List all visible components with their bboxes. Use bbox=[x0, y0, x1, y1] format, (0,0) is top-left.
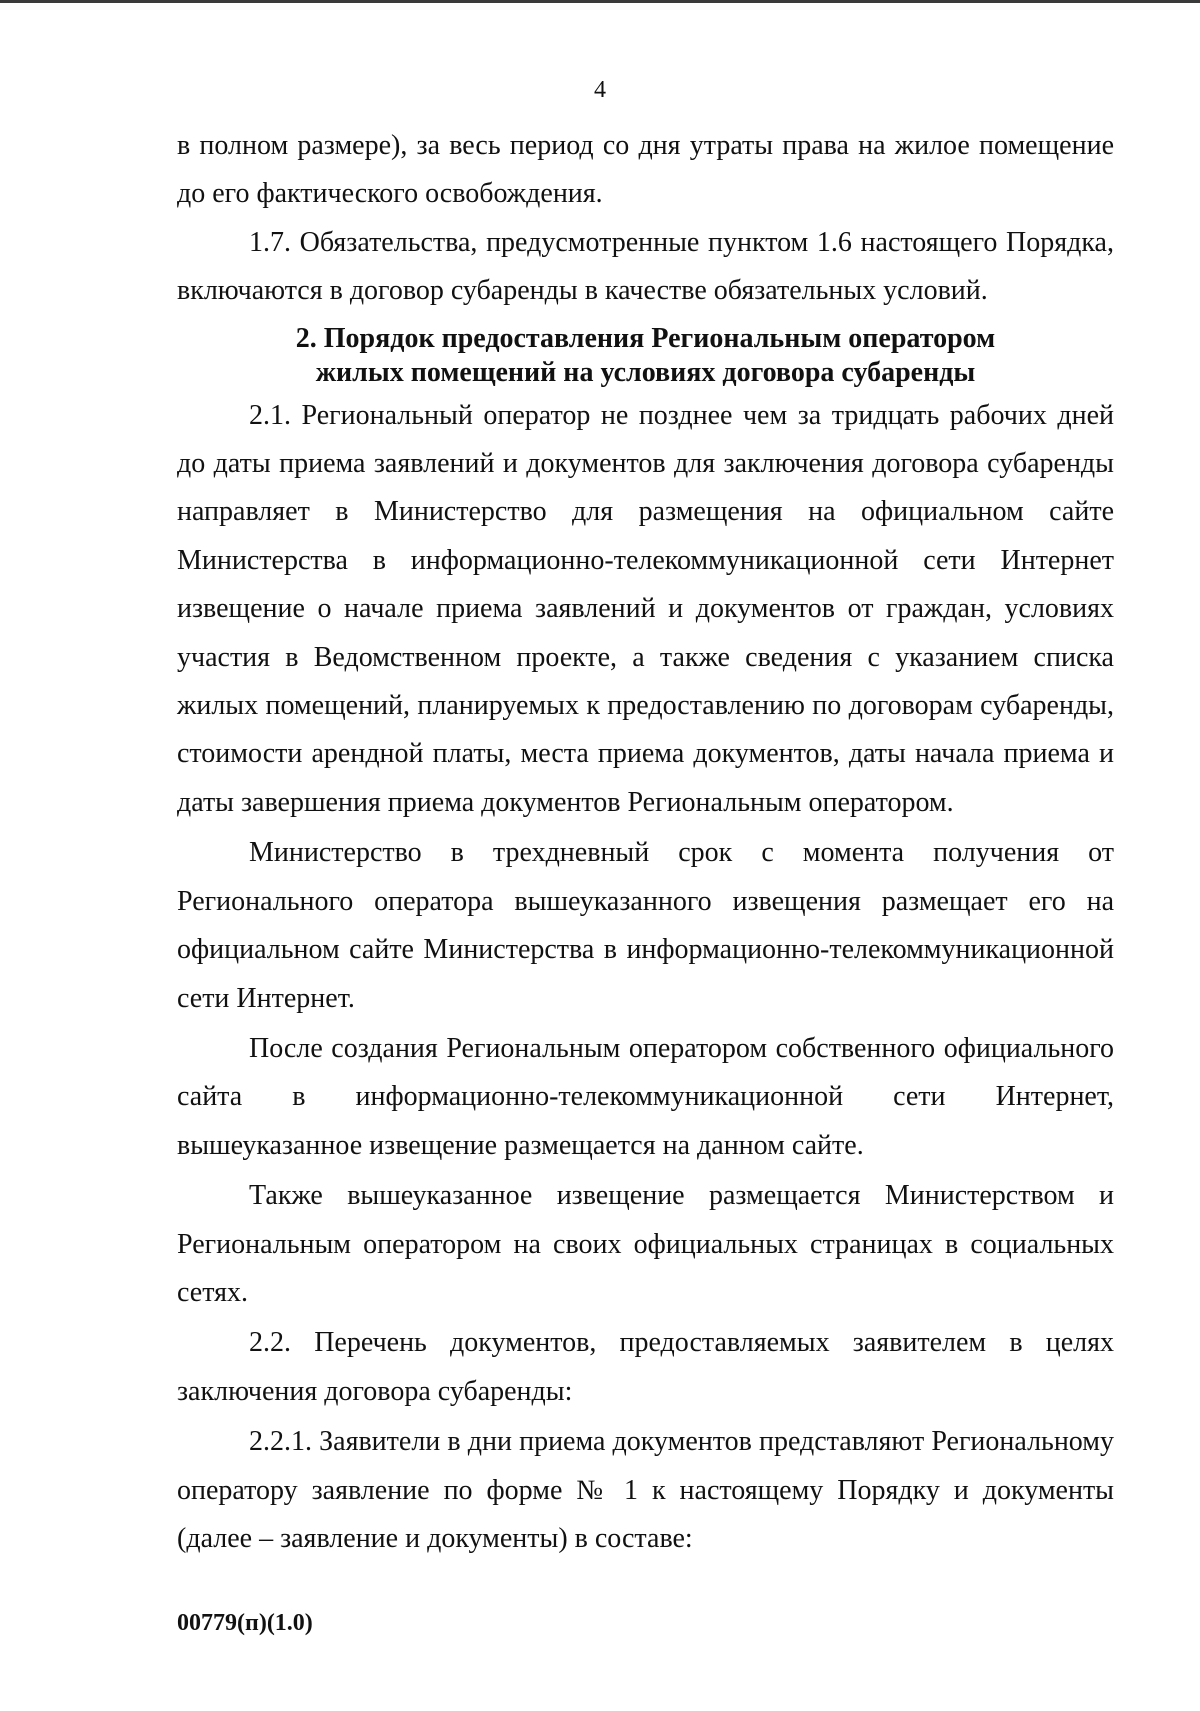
document-code: 00779(п)(1.0) bbox=[177, 1610, 313, 1636]
top-border-line bbox=[0, 0, 1200, 3]
paragraph-social-networks: Также вышеуказанное извещение размещается Министерством и Региональным оператором на своих официальных страницах в социальных сетях. bbox=[177, 1180, 1114, 1308]
paragraph-2-2: 2.2. Перечень документов, предоставляемых заявителем в целях заключения договора субаренды: bbox=[177, 1327, 1114, 1407]
paragraph-continuation: в полном размере), за весь период со дня утраты права на жилое помещение до его фактического освобождения. bbox=[177, 130, 1114, 210]
page-number: 4 bbox=[594, 77, 606, 103]
paragraph-1-7: 1.7. Обязательства, предусмотренные пунктом 1.6 настоящего Порядка, включаются в договор субаренды в качестве обязательных условий. bbox=[177, 226, 1114, 307]
section-heading-line-1: 2. Порядок предоставления Региональным оператором bbox=[295, 322, 996, 354]
paragraph-2-2-1: 2.2.1. Заявители в дни приема документов представляют Региональному оператору заявление по форме № 1 к настоящему Порядку и документы (далее – заявление и документы) в составе: bbox=[177, 1426, 1114, 1554]
document-body bbox=[177, 122, 1114, 1563]
paragraph-ministry-notice: Министерство в трехдневный срок с момента получения от Регионального оператора вышеуказанного извещения размещает его на официальном сайте Министерства в информационно-телекоммуникационной сети Интернет. bbox=[177, 837, 1114, 1014]
paragraph-2-1: 2.1. Региональный оператор не позднее чем за тридцать рабочих дней до даты приема заявлений и документов для заключения договора субаренды направляет в Министерство для размещения на официальном сайте Министерства в информационно-телекоммуникационной сети Интернет извещение о начале приема заявлений и документов от граждан, условиях участия в Ведомственном проекте, а также сведения с указанием списка жилых помещений, планируемых к предоставлению по договорам субаренды, стоимости арендной платы, места приема документов, даты начала приема и даты завершения приема документов Региональным оператором. bbox=[177, 399, 1114, 818]
section-heading bbox=[177, 322, 1114, 390]
paragraph-own-website: После создания Региональным оператором собственного официального сайта в информационно-телекоммуникационной сети Интернет, вышеуказанное извещение размещается на данном сайте. bbox=[177, 1032, 1114, 1161]
section-heading-line-2: жилых помещений на условиях договора субаренды bbox=[315, 356, 976, 388]
